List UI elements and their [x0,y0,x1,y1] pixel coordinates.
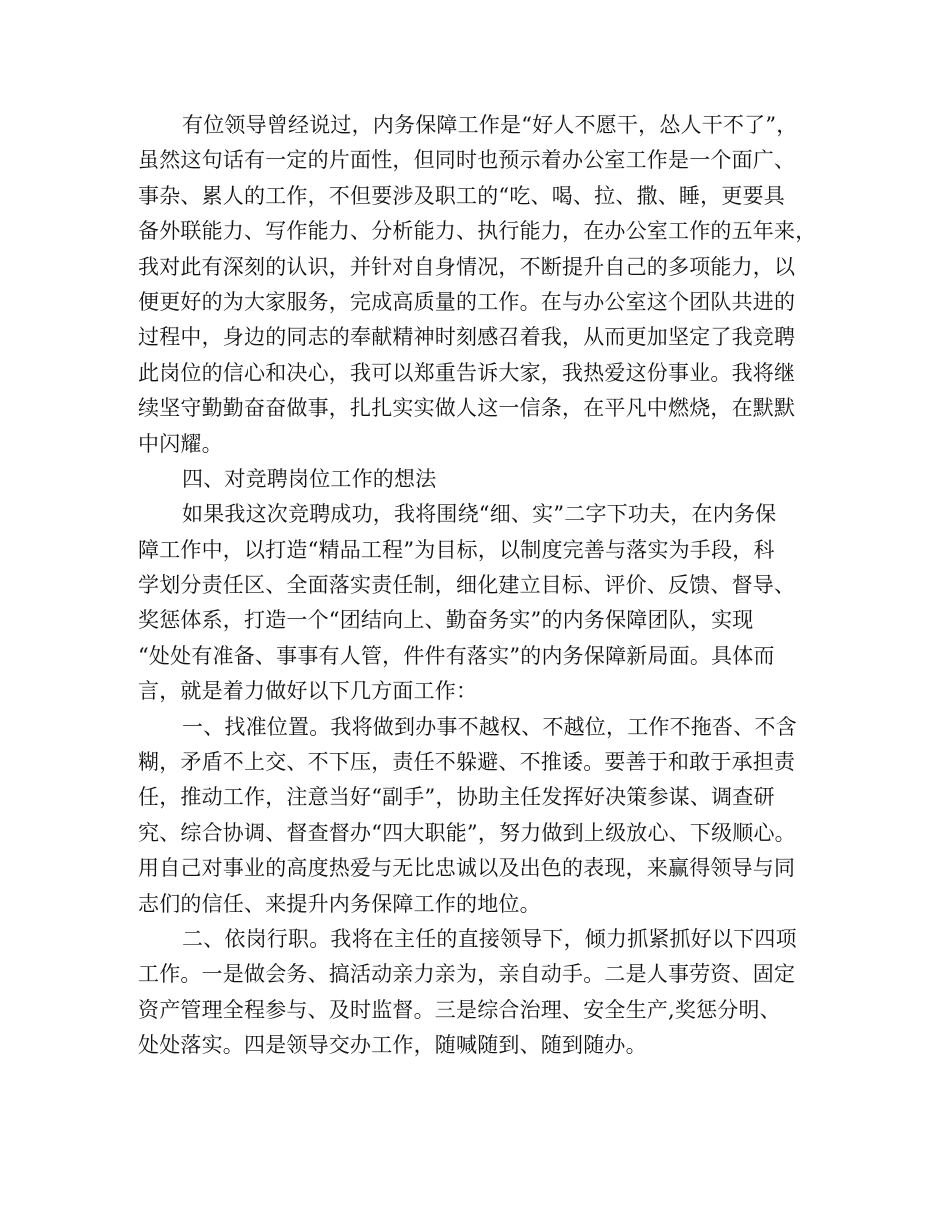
text-line: 言，就是着力做好以下几方面工作： [138,679,478,704]
section-heading: 四、对竞聘岗位工作的想法 [182,466,437,491]
text-line: 资产管理全程参与、及时监督。三是综合治理、安全生产,奖惩分明、 [138,997,781,1022]
text-line: 二、依岗行职。我将在主任的直接领导下，倾力抓紧抓好以下四项 [182,926,797,951]
text-line: 志们的信任、来提升内务保障工作的地位。 [138,891,541,916]
text-line: 中闪耀。 [138,431,223,456]
text-line: 障工作中，以打造“精品工程”为目标，以制度完善与落实为手段，科 [138,537,775,562]
text-line: 奖惩体系，打造一个“团结向上、勤奋务实”的内务保障团队，实现 [138,608,754,633]
text-line: 工作。一是做会务、搞活动亲力亲为，亲自动手。二是人事劳资、固定 [138,962,796,987]
text-line: 虽然这句话有一定的片面性，但同时也预示着办公室工作是一个面广、 [138,148,796,173]
text-line: 此岗位的信心和决心，我可以郑重告诉大家，我热爱这份事业。我将继 [138,360,796,385]
text-line: “处处有准备、事事有人管，件件有落实”的内务保障新局面。具体而 [138,643,775,668]
text-line: 便更好的为大家服务，完成高质量的工作。在与办公室这个团队共进的 [138,289,796,314]
text-line: 事杂、累人的工作，不但要涉及职工的“吃、喝、拉、撒、睡，更要具 [138,183,785,208]
text-line: 有位领导曾经说过，内务保障工作是“好人不愿干，怂人干不了”， [182,113,798,137]
text-line: 究、综合协调、督查督办“四大职能”，努力做到上级放心、下级顺心。 [138,820,796,845]
text-line: 备外联能力、写作能力、分析能力、执行能力，在办公室工作的五年来， [138,219,817,244]
text-line: 任，推动工作，注意当好“副手”，协助主任发挥好决策参谋、调查研 [138,785,775,810]
text-line: 我对此有深刻的认识，并针对自身情况，不断提升自己的多项能力，以 [138,254,796,279]
text-line: 一、找准位置。我将做到办事不越权、不越位，工作不拖沓、不含 [182,714,797,739]
text-line: 续坚守勤勤奋奋做事，扎扎实实做人这一信条，在平凡中燃烧，在默默 [138,396,796,421]
text-line: 处处落实。四是领导交办工作，随喊随到、随到随办。 [138,1033,647,1058]
text-line: 如果我这次竞聘成功，我将围绕“细、实”二字下功夫，在内务保 [182,502,777,527]
text-line: 学划分责任区、全面落实责任制，细化建立目标、评价、反馈、督导、 [138,573,796,598]
document-body [138,108,820,1064]
text-line: 用自己对事业的高度热爱与无比忠诚以及出色的表现，来赢得领导与同 [138,856,796,881]
text-line: 过程中，身边的同志的奉献精神时刻感召着我，从而更加坚定了我竞聘 [138,325,796,350]
text-line: 糊，矛盾不上交、不下压，责任不躲避、不推诿。要善于和敢于承担责 [138,750,796,775]
